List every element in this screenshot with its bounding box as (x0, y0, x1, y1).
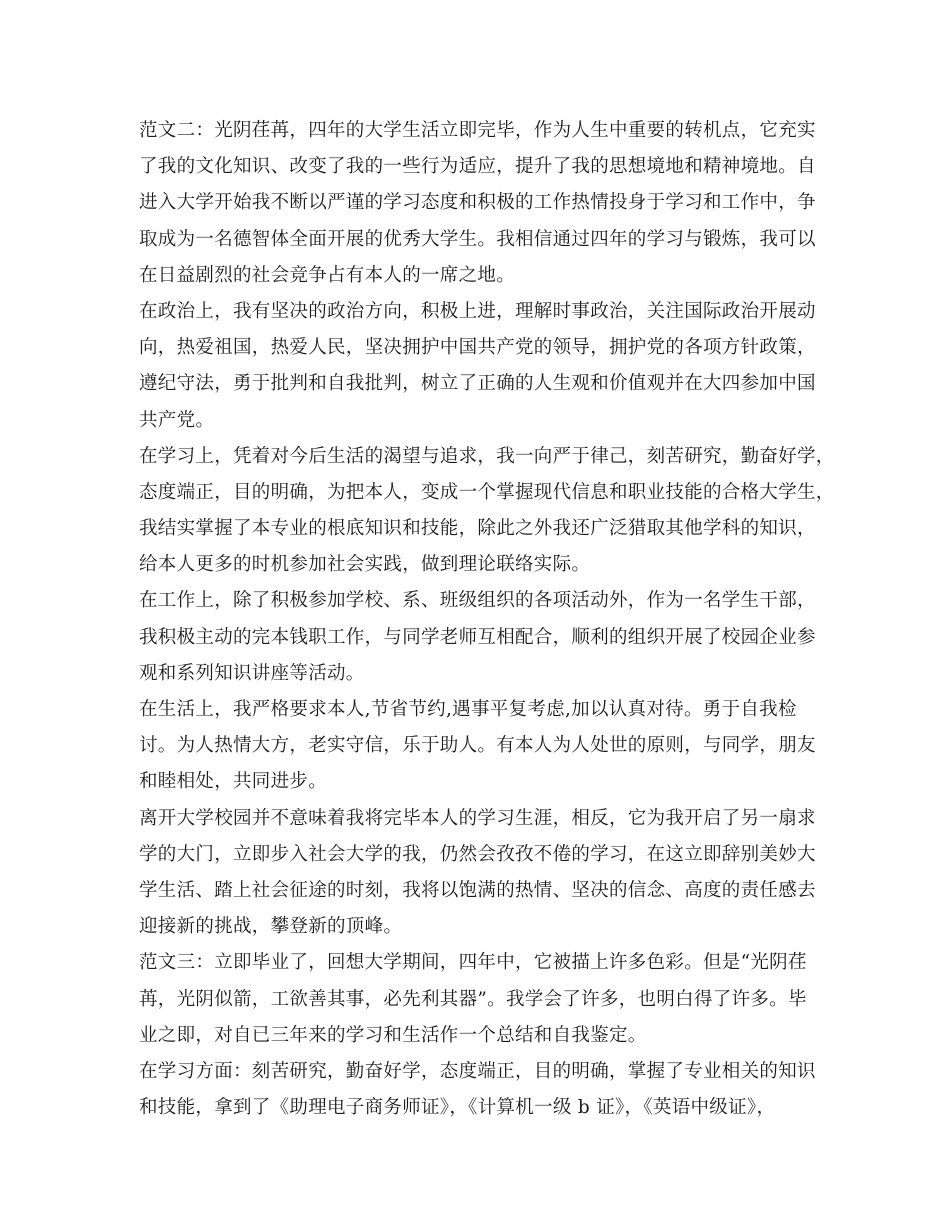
paragraph (139, 1054, 819, 1126)
text-line: 观和系列知识讲座等活动。 (139, 662, 365, 684)
text-line: 迎接新的挑战，攀登新的顶峰。 (139, 916, 403, 938)
text-line: 苒，光阴似箭，工欲善其事，必先利其器”。我学会了许多，也明白得了许多。毕 (139, 988, 807, 1010)
paragraph (139, 439, 835, 584)
text-line: 我结实掌握了本专业的根底知识和技能，除此之外我还广泛猎取其他学科的知识， (139, 518, 816, 540)
text-line: 和睦相处，共同进步。 (139, 771, 328, 793)
text-line: 在工作上，除了积极参加学校、系、班级组织的各项活动外，作为一名学生干部， (139, 590, 816, 612)
paragraph (139, 945, 819, 1054)
text-line: 在生活上，我严格要求本人,节省节约,遇事平复考虑,加以认真对待。勇于自我检 (139, 699, 797, 720)
text-line: 在学习方面：刻苦研究，勤奋好学，态度端正，目的明确，掌握了专业相关的知识 (139, 1060, 816, 1082)
text-line: 业之即，对自已三年来的学习和生活作一个总结和自我鉴定。 (139, 1024, 647, 1046)
paragraph (139, 294, 819, 439)
paragraph (139, 583, 819, 692)
text-line: 了我的文化知识、改变了我的一些行为适应，提升了我的思想境地和精神境地。自 (139, 156, 816, 178)
paragraph (139, 801, 819, 946)
text-line: 我积极主动的完本钱职工作，与同学老师互相配合，顺利的组织开展了校园企业参 (139, 626, 816, 648)
text-line: 和技能，拿到了《助理电子商务师证》，《计算机一级 b 证》，《英语中级证》， (139, 1097, 776, 1119)
text-line: 讨。为人热情大方，老实守信，乐于助人。有本人为人处世的原则，与同学，朋友 (139, 735, 816, 757)
text-line: 学生活、踏上社会征途的时刻，我将以饱满的热情、坚决的信念、高度的责任感去 (139, 879, 816, 901)
paragraph (139, 113, 819, 294)
text-line: 学的大门，立即步入社会大学的我，仍然会孜孜不倦的学习，在这立即辞别美妙大 (139, 843, 816, 865)
document-body (139, 113, 835, 1126)
text-line: 在学习上，凭着对今后生活的渴望与追求，我一向严于律己，刻苦研究，勤奋好学， (139, 445, 835, 467)
text-line: 给本人更多的时机参加社会实践，做到理论联络实际。 (139, 554, 591, 576)
text-line: 遵纪守法，勇于批判和自我批判，树立了正确的人生观和价值观并在大四参加中国 (139, 373, 816, 395)
text-line: 在政治上，我有坚决的政治方向，积极上进，理解时事政治，关注国际政治开展动 (139, 300, 816, 322)
text-line: 向，热爱祖国，热爱人民，坚决拥护中国共产党的领导，拥护党的各项方针政策， (139, 337, 816, 359)
text-line: 态度端正，目的明确，为把本人，变成一个掌握现代信息和职业技能的合格大学生， (139, 481, 835, 503)
text-line: 范文三：立即毕业了，回想大学期间，四年中，它被描上许多色彩。但是“光阴荏 (139, 952, 807, 974)
text-line: 在日益剧烈的社会竞争占有本人的一席之地。 (139, 264, 516, 286)
paragraph (139, 692, 819, 801)
text-line: 取成为一名德智体全面开展的优秀大学生。我相信通过四年的学习与锻炼，我可以 (139, 228, 816, 250)
text-line: 共产党。 (139, 409, 215, 431)
text-line: 进入大学开始我不断以严谨的学习态度和积极的工作热情投身于学习和工作中，争 (139, 192, 816, 214)
text-line: 离开大学校园并不意味着我将完毕本人的学习生涯，相反，它为我开启了另一扇求 (139, 807, 816, 829)
text-line: 范文二：光阴荏苒，四年的大学生活立即完毕，作为人生中重要的转机点，它充实 (139, 120, 816, 141)
